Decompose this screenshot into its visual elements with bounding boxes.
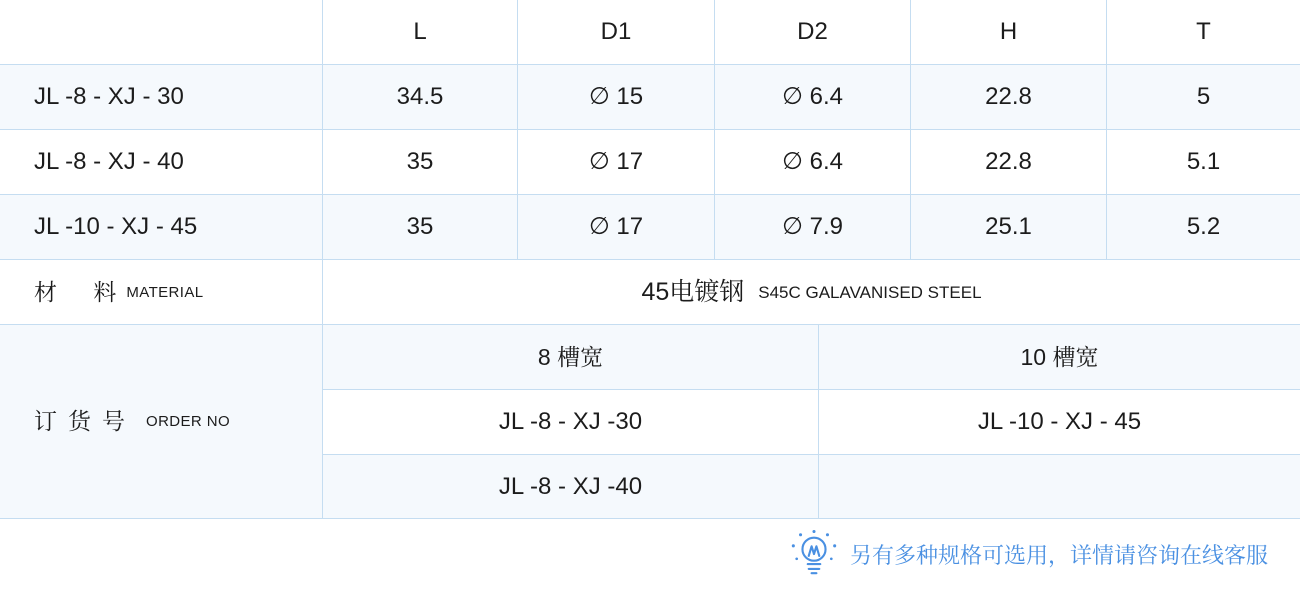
- material-label-en: MATERIAL: [126, 283, 204, 301]
- column-header-l: L: [322, 0, 517, 64]
- model-label: JL -10 - XJ - 45: [0, 194, 322, 259]
- corner-cell: [0, 0, 322, 64]
- order-item: JL -10 - XJ - 45: [818, 389, 1300, 454]
- footer-note-text: 另有多种规格可选用，详情请咨询在线客服: [849, 542, 1268, 568]
- cell-value: 5.1: [1106, 129, 1300, 194]
- cell-value: 22.8: [910, 129, 1106, 194]
- cell-value: 5: [1106, 64, 1300, 129]
- column-header-t: T: [1106, 0, 1300, 64]
- order-item-empty: [818, 454, 1300, 518]
- material-value-en: S45C GALAVANISED STEEL: [758, 282, 982, 302]
- order-item: JL -8 - XJ -30: [322, 389, 818, 454]
- material-label: [0, 259, 322, 324]
- cell-value: ∅ 7.9: [714, 194, 910, 259]
- order-no-label-cn: 订货号: [34, 408, 136, 434]
- lightbulb-icon: [789, 529, 839, 579]
- cell-value: ∅ 15: [517, 64, 714, 129]
- cell-value: 25.1: [910, 194, 1106, 259]
- order-group-header-8: 8 槽宽: [322, 324, 818, 389]
- material-label-cn: 材 料: [34, 278, 117, 305]
- column-header-h: H: [910, 0, 1106, 64]
- cell-value: ∅ 17: [517, 194, 714, 259]
- material-value-cn: 45电镀钢: [641, 277, 745, 306]
- footer-note: [789, 528, 1268, 580]
- order-group-header-10: 10 槽宽: [818, 324, 1300, 389]
- column-header-d1: D1: [517, 0, 714, 64]
- cell-value: 22.8: [910, 64, 1106, 129]
- order-no-label: [0, 324, 322, 518]
- material-value: [322, 259, 1300, 324]
- cell-value: ∅ 6.4: [714, 64, 910, 129]
- model-label: JL -8 - XJ - 30: [0, 64, 322, 129]
- column-header-d2: D2: [714, 0, 910, 64]
- model-label: JL -8 - XJ - 40: [0, 129, 322, 194]
- cell-value: 35: [322, 129, 517, 194]
- cell-value: 35: [322, 194, 517, 259]
- order-table: [0, 324, 1300, 519]
- cell-value: 5.2: [1106, 194, 1300, 259]
- cell-value: 34.5: [322, 64, 517, 129]
- order-item: JL -8 - XJ -40: [322, 454, 818, 518]
- order-no-label-en: ORDER NO: [146, 413, 231, 430]
- cell-value: ∅ 17: [517, 129, 714, 194]
- cell-value: ∅ 6.4: [714, 129, 910, 194]
